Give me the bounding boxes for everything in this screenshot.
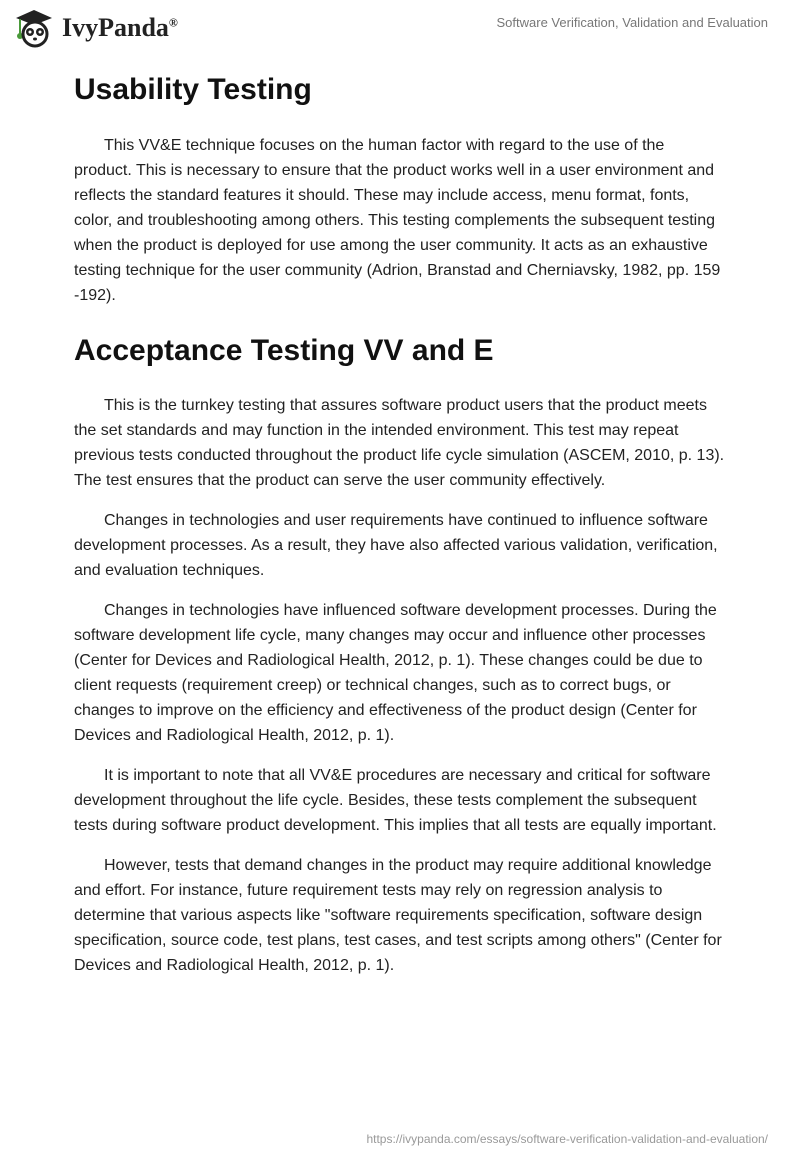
section-heading: Acceptance Testing VV and E (74, 334, 494, 367)
brand-text: IvyPanda (62, 13, 169, 42)
section-heading: Usability Testing (74, 73, 312, 106)
document-title: Software Verification, Validation and Evaluation (496, 15, 768, 30)
panda-logo-icon (12, 8, 56, 48)
paragraph: This VV&E technique focuses on the human factor with regard to the use of the product. This is necessary to ensure that the product works well in a user environment and reflects the standard features it should. These may include access, menu format, fonts, color, and troubleshooting among others. This testing complements the subsequent testing when the product is deployed for use among the user community. It acts as an exhaustive testing technique for the user community (Adrion, Branstad and Cherniavsky, 1982, pp. 159 -192). (74, 137, 721, 304)
ivypanda-logo[interactable] (12, 8, 178, 48)
brand-name (62, 13, 178, 43)
paragraph: It is important to note that all VV&E procedures are necessary and critical for software development throughout the life cycle. Besides, these tests complement the subsequent tests during software product development. This implies that all tests are equally important. (74, 767, 717, 834)
paragraph: This is the turnkey testing that assures software product users that the product meets the set standards and may function in the intended environment. This test may repeat previous tests conducted throughout the product life cycle simulation (ASCEM, 2010, p. 13). The test ensures that the product can serve the user community effectively. (74, 397, 725, 489)
registered-mark: ® (168, 15, 178, 30)
paragraph: However, tests that demand changes in the product may require additional knowledge and effort. For instance, future requirement tests may rely on regression analysis to determine that various aspects like "software requirements specification, software design specification, source code, test plans, test cases, and test scripts among others" (Center for Devices and Radiological Health, 2012, p. 1). (74, 857, 722, 974)
source-url[interactable]: https://ivypanda.com/essays/software-verification-validation-and-evaluation/ (366, 1132, 768, 1146)
paragraph: Changes in technologies have influenced software development processes. During the software development life cycle, many changes may occur and influence other processes (Center for Devices and Radiological Health, 2012, p. 1). These changes could be due to client requests (requirement creep) or technical changes, such as to correct bugs, or changes to improve on the efficiency and effectiveness of the product design (Center for Devices and Radiological Health, 2012, p. 1). (74, 602, 717, 744)
paragraph: Changes in technologies and user requirements have continued to influence software development processes. As a result, they have also affected various validation, verification, and evaluation techniques. (74, 512, 718, 579)
essay-content (74, 70, 726, 978)
